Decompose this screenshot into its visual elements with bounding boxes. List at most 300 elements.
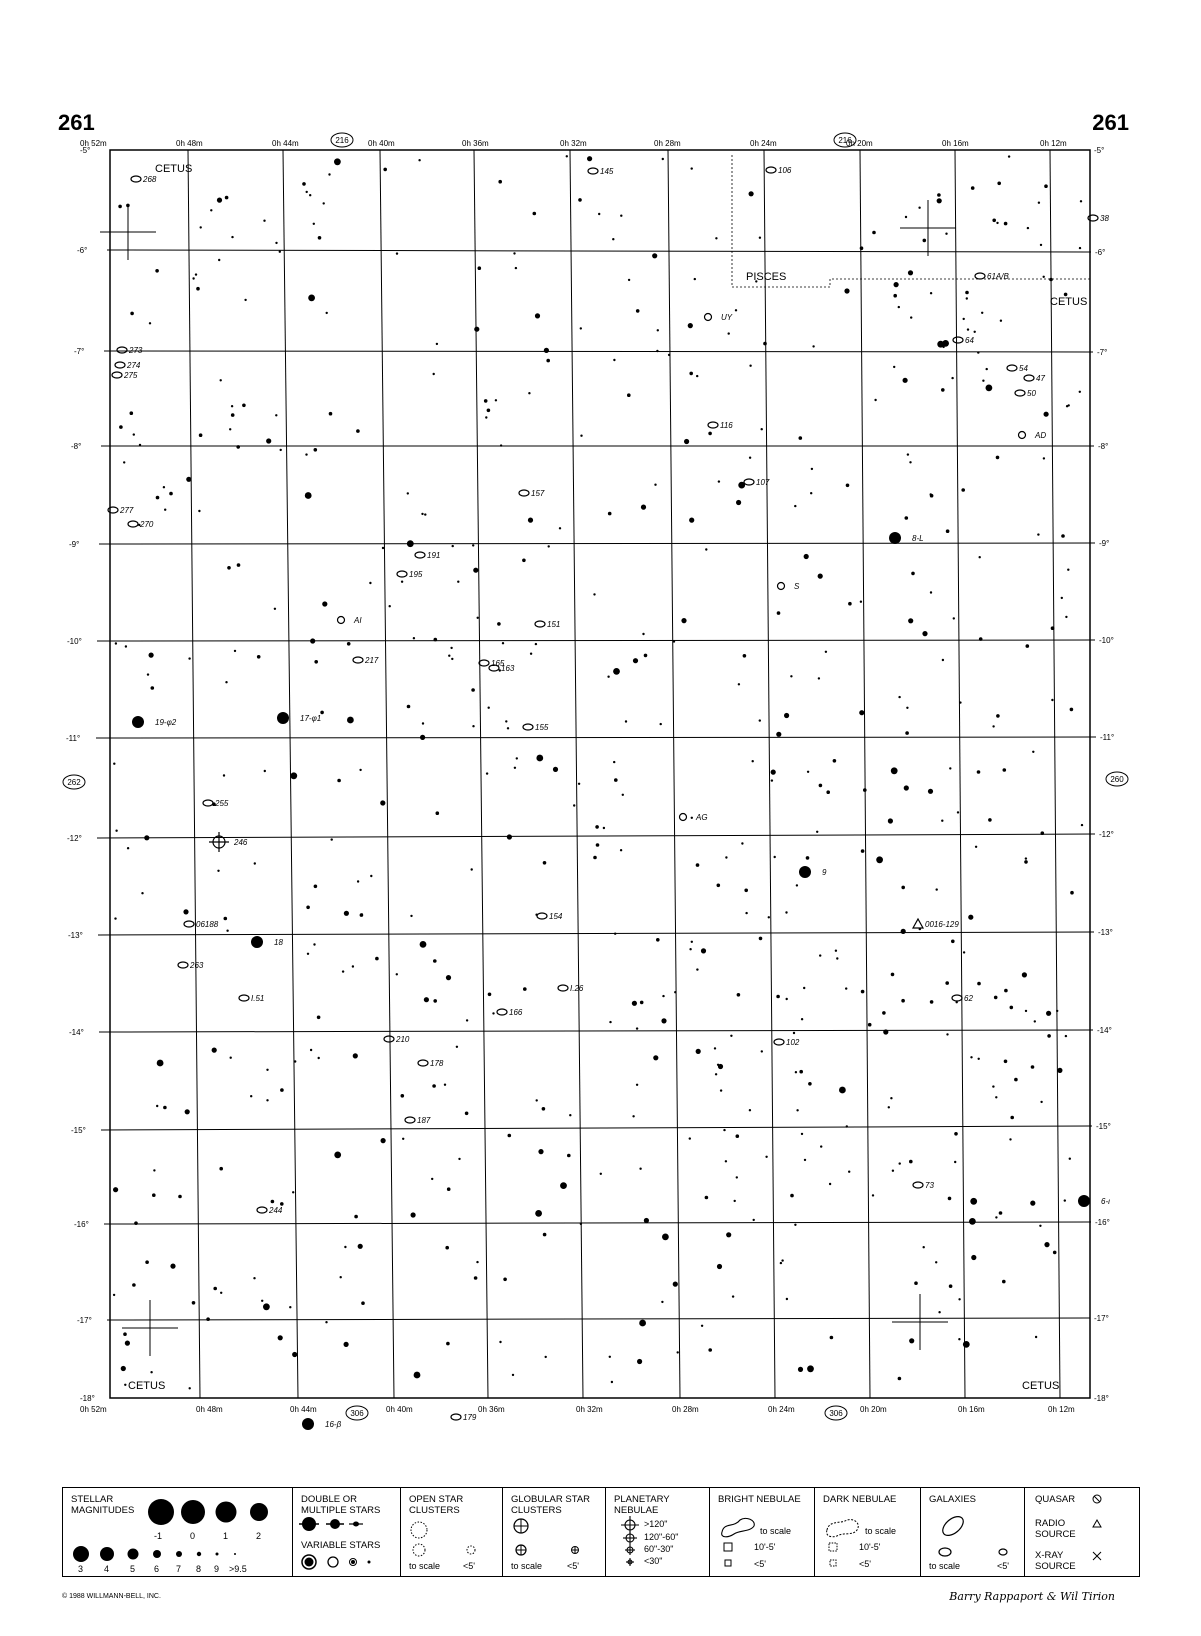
star bbox=[694, 278, 696, 280]
star bbox=[169, 492, 173, 496]
object-label: 165 bbox=[491, 659, 505, 668]
star bbox=[155, 269, 159, 273]
star bbox=[523, 987, 527, 991]
star bbox=[696, 863, 700, 867]
object-label: 54 bbox=[1019, 364, 1028, 373]
star bbox=[472, 544, 474, 546]
star bbox=[1010, 1116, 1014, 1120]
star bbox=[113, 1294, 115, 1296]
star bbox=[411, 1212, 416, 1217]
object-label: 0016-129 bbox=[925, 920, 959, 929]
star bbox=[730, 1035, 732, 1037]
star bbox=[608, 512, 612, 516]
star bbox=[909, 461, 911, 463]
star bbox=[156, 496, 160, 500]
adjacent-chart-number: 260 bbox=[1110, 775, 1124, 784]
legend-globular-clusters bbox=[503, 1488, 606, 1576]
star bbox=[432, 1084, 436, 1088]
star bbox=[1024, 860, 1028, 864]
star bbox=[898, 306, 900, 308]
star bbox=[323, 202, 325, 204]
star bbox=[942, 659, 944, 661]
star bbox=[1051, 626, 1055, 630]
star bbox=[981, 312, 983, 314]
pn-size: 60"-30" bbox=[644, 1544, 674, 1554]
star bbox=[612, 238, 614, 240]
star bbox=[603, 827, 605, 829]
star bbox=[358, 1244, 363, 1249]
star bbox=[119, 425, 123, 429]
star bbox=[967, 328, 969, 330]
ra-label-top: 0h 20m bbox=[846, 139, 873, 148]
star bbox=[959, 701, 961, 703]
mag-dot bbox=[73, 1546, 89, 1562]
star bbox=[725, 1160, 727, 1162]
star bbox=[292, 1352, 297, 1357]
galaxy-marker bbox=[112, 372, 122, 378]
object-label: 151 bbox=[547, 620, 561, 629]
adjacent-chart-number: 216 bbox=[335, 136, 349, 145]
chart-labels bbox=[63, 133, 1128, 1429]
bright-star bbox=[132, 716, 144, 728]
star bbox=[810, 492, 812, 494]
star bbox=[890, 1097, 892, 1099]
pn-size: >120" bbox=[644, 1519, 668, 1529]
legend bbox=[62, 1487, 1140, 1577]
star bbox=[200, 226, 202, 228]
star bbox=[353, 1053, 358, 1058]
star bbox=[370, 875, 372, 877]
star bbox=[761, 1050, 763, 1052]
object-label: 47 bbox=[1036, 374, 1045, 383]
star bbox=[1000, 320, 1002, 322]
star bbox=[786, 1298, 788, 1300]
star bbox=[662, 995, 664, 997]
object-label: 263 bbox=[190, 961, 204, 970]
star bbox=[628, 279, 630, 281]
star bbox=[153, 1169, 155, 1171]
object-label: 217 bbox=[365, 656, 379, 665]
star bbox=[614, 778, 618, 782]
dec-line bbox=[107, 250, 1091, 252]
star bbox=[774, 856, 776, 858]
star bbox=[652, 253, 657, 258]
star bbox=[859, 710, 864, 715]
star bbox=[1044, 1242, 1049, 1247]
star bbox=[134, 1221, 138, 1225]
star bbox=[478, 266, 482, 270]
star bbox=[741, 842, 743, 844]
star bbox=[674, 991, 676, 993]
star bbox=[844, 288, 849, 293]
dec-label-right: -10° bbox=[1099, 636, 1114, 645]
star bbox=[963, 318, 965, 320]
star bbox=[528, 392, 530, 394]
star bbox=[1022, 972, 1027, 977]
dec-line bbox=[104, 351, 1093, 352]
star bbox=[356, 429, 360, 433]
star bbox=[833, 759, 837, 763]
star bbox=[696, 1049, 701, 1054]
star bbox=[486, 772, 488, 774]
star bbox=[891, 767, 898, 774]
star bbox=[830, 1336, 834, 1340]
star bbox=[749, 365, 751, 367]
star bbox=[688, 323, 693, 328]
star bbox=[720, 1089, 722, 1091]
object-label: 102 bbox=[786, 1038, 800, 1047]
star bbox=[763, 342, 767, 346]
legend-dark-nebulae bbox=[815, 1488, 921, 1576]
star bbox=[781, 1259, 783, 1261]
star bbox=[796, 884, 798, 886]
star bbox=[736, 1134, 740, 1138]
star bbox=[798, 1367, 803, 1372]
variable-star-marker bbox=[1019, 432, 1026, 439]
galaxy-marker bbox=[203, 800, 213, 806]
dec-label-left: -12° bbox=[67, 834, 82, 843]
mag-dot bbox=[197, 1552, 201, 1556]
star bbox=[149, 322, 151, 324]
page-number-right: 261 bbox=[1092, 110, 1129, 135]
star bbox=[1079, 247, 1081, 249]
star bbox=[507, 834, 512, 839]
bright-star bbox=[302, 1418, 314, 1430]
star bbox=[1067, 569, 1069, 571]
star bbox=[681, 618, 686, 623]
star bbox=[433, 373, 435, 375]
star bbox=[768, 916, 770, 918]
legend-open-title: OPEN STAR CLUSTERS bbox=[409, 1494, 464, 1516]
galaxy-marker bbox=[913, 1182, 923, 1188]
star bbox=[946, 529, 950, 533]
object-label: AI bbox=[354, 616, 362, 625]
star bbox=[503, 1278, 507, 1282]
object-label: UY bbox=[721, 313, 733, 322]
star bbox=[326, 312, 328, 314]
star bbox=[536, 755, 543, 762]
ra-label-bottom: 0h 16m bbox=[958, 1405, 985, 1414]
mag-dot bbox=[216, 1553, 219, 1556]
star bbox=[596, 843, 600, 847]
ra-label-top: 0h 40m bbox=[368, 139, 395, 148]
star bbox=[825, 651, 827, 653]
star bbox=[958, 1338, 960, 1340]
star bbox=[220, 1292, 222, 1294]
star bbox=[637, 1359, 642, 1364]
star bbox=[157, 1060, 164, 1067]
star bbox=[1008, 155, 1010, 157]
star bbox=[780, 1262, 782, 1264]
star bbox=[930, 494, 934, 498]
star bbox=[533, 212, 537, 216]
star bbox=[715, 237, 717, 239]
star bbox=[701, 1325, 703, 1327]
star bbox=[790, 1194, 794, 1198]
crosshair-markers bbox=[100, 200, 956, 1356]
star bbox=[275, 242, 277, 244]
mag-label: >9.5 bbox=[229, 1564, 247, 1574]
object-label: 38 bbox=[1100, 214, 1109, 223]
star bbox=[660, 723, 662, 725]
galaxy-marker bbox=[239, 995, 249, 1001]
star bbox=[622, 794, 624, 796]
star bbox=[804, 554, 809, 559]
variable-star-marker bbox=[338, 617, 345, 624]
star bbox=[836, 957, 838, 959]
object-label: 163 bbox=[501, 664, 515, 673]
star bbox=[689, 518, 694, 523]
star bbox=[580, 435, 582, 437]
star bbox=[714, 1047, 716, 1049]
star bbox=[941, 388, 945, 392]
galaxy-marker bbox=[178, 962, 188, 968]
star bbox=[954, 1161, 956, 1163]
star-field bbox=[113, 155, 1083, 1389]
pn-size: <30" bbox=[644, 1556, 663, 1566]
star bbox=[613, 668, 620, 675]
object-label: 195 bbox=[409, 570, 423, 579]
dec-label-right: -16° bbox=[1095, 1218, 1110, 1227]
ra-label-top: 0h 52m bbox=[80, 139, 107, 148]
mag-label: 5 bbox=[130, 1564, 136, 1574]
star bbox=[673, 1282, 678, 1287]
star bbox=[314, 448, 318, 452]
star bbox=[266, 1099, 268, 1101]
star bbox=[689, 948, 691, 950]
star bbox=[447, 1187, 451, 1191]
galaxy-marker bbox=[766, 167, 776, 173]
star bbox=[744, 889, 748, 893]
star bbox=[846, 484, 850, 488]
object-label: 154 bbox=[549, 912, 563, 921]
ra-label-top: 0h 24m bbox=[750, 139, 777, 148]
star bbox=[424, 513, 426, 515]
star bbox=[530, 653, 532, 655]
star bbox=[1065, 1035, 1067, 1037]
star bbox=[1064, 1199, 1066, 1201]
star bbox=[115, 642, 117, 644]
star bbox=[1004, 989, 1008, 993]
star bbox=[904, 785, 909, 790]
star bbox=[145, 1260, 149, 1264]
star bbox=[593, 856, 597, 860]
star bbox=[369, 582, 371, 584]
star bbox=[898, 1377, 902, 1381]
star bbox=[708, 1348, 712, 1352]
star bbox=[799, 436, 803, 440]
star bbox=[420, 941, 427, 948]
star bbox=[935, 1261, 937, 1263]
galaxy-marker bbox=[497, 1009, 507, 1015]
star bbox=[1010, 1006, 1014, 1010]
mag-label: 7 bbox=[176, 1564, 182, 1574]
star bbox=[600, 1173, 602, 1175]
star bbox=[829, 1183, 831, 1185]
legend-to-scale: to scale bbox=[865, 1526, 897, 1536]
star bbox=[361, 913, 363, 915]
star bbox=[1038, 202, 1040, 204]
star bbox=[307, 953, 309, 955]
star bbox=[961, 488, 965, 492]
star bbox=[516, 757, 518, 759]
star bbox=[627, 393, 631, 397]
star bbox=[888, 1106, 890, 1108]
star bbox=[765, 1156, 767, 1158]
star bbox=[914, 1281, 918, 1285]
constellation-name: PISCES bbox=[746, 271, 787, 283]
ra-label-top: 0h 36m bbox=[462, 139, 489, 148]
star bbox=[499, 1341, 501, 1343]
star bbox=[905, 216, 907, 218]
star bbox=[639, 1168, 641, 1170]
ra-label-top: 0h 48m bbox=[176, 139, 203, 148]
star bbox=[839, 1087, 846, 1094]
object-label: 277 bbox=[120, 506, 134, 515]
star bbox=[130, 411, 134, 415]
star bbox=[1061, 597, 1063, 599]
star bbox=[673, 640, 675, 642]
bn-size: 10'-5' bbox=[754, 1542, 776, 1552]
legend-to-scale: to scale bbox=[929, 1561, 961, 1571]
star bbox=[431, 1178, 433, 1180]
star bbox=[220, 379, 222, 381]
star bbox=[229, 428, 231, 430]
star bbox=[905, 731, 909, 735]
ra-label-top: 0h 12m bbox=[1040, 139, 1067, 148]
star bbox=[514, 767, 516, 769]
star bbox=[1041, 831, 1045, 835]
legend-to-scale: to scale bbox=[409, 1561, 441, 1571]
star bbox=[1025, 1010, 1027, 1012]
star bbox=[436, 343, 438, 345]
star bbox=[192, 1301, 196, 1305]
star bbox=[141, 892, 143, 894]
object-label: 246 bbox=[234, 838, 248, 847]
legend-pn-title: PLANETARY NEBULAE bbox=[614, 1494, 670, 1516]
star bbox=[164, 509, 166, 511]
star bbox=[893, 294, 897, 298]
star bbox=[337, 779, 341, 783]
star bbox=[725, 856, 727, 858]
galaxy-marker bbox=[558, 985, 568, 991]
dec-label-left: -13° bbox=[68, 931, 83, 940]
star bbox=[923, 1246, 925, 1248]
dec-label-right: -6° bbox=[1095, 248, 1106, 257]
dec-label-right: -12° bbox=[1099, 830, 1114, 839]
star bbox=[1027, 227, 1029, 229]
coordinate-grid bbox=[96, 150, 1096, 1398]
dec-label-right: -8° bbox=[1098, 442, 1109, 451]
star bbox=[632, 1001, 637, 1006]
ra-label-bottom: 0h 48m bbox=[196, 1405, 223, 1414]
star bbox=[771, 770, 776, 775]
ra-line bbox=[1050, 150, 1060, 1398]
star bbox=[996, 222, 998, 224]
star bbox=[656, 938, 660, 942]
star bbox=[113, 763, 115, 765]
object-label: 61A/B bbox=[987, 272, 1009, 281]
star bbox=[953, 617, 955, 619]
star bbox=[513, 252, 515, 254]
star bbox=[127, 847, 129, 849]
star bbox=[691, 941, 693, 943]
legend-lt5: <5' bbox=[997, 1561, 1009, 1571]
star bbox=[999, 1211, 1003, 1215]
star bbox=[223, 774, 225, 776]
galaxy-marker bbox=[117, 347, 127, 353]
star bbox=[689, 372, 693, 376]
star bbox=[726, 1232, 731, 1237]
ra-label-bottom: 0h 32m bbox=[576, 1405, 603, 1414]
mag-dot bbox=[176, 1551, 182, 1557]
galaxy-marker bbox=[418, 1060, 428, 1066]
star bbox=[186, 477, 191, 482]
constellation-name: CETUS bbox=[155, 163, 193, 175]
star bbox=[636, 1027, 638, 1029]
object-label: 19-φ2 bbox=[155, 718, 177, 727]
star bbox=[979, 556, 981, 558]
star bbox=[970, 1198, 977, 1205]
star bbox=[123, 461, 125, 463]
star bbox=[1056, 1010, 1058, 1012]
object-label: 178 bbox=[430, 1059, 444, 1068]
author-credit: Barry Rappaport & Wil Tirion bbox=[949, 1590, 1115, 1603]
dec-line bbox=[96, 737, 1096, 738]
galaxy-marker bbox=[397, 571, 407, 577]
galaxy-marker bbox=[405, 1117, 415, 1123]
star bbox=[217, 870, 219, 872]
star bbox=[945, 233, 947, 235]
star bbox=[790, 675, 792, 677]
star bbox=[433, 999, 437, 1003]
star bbox=[507, 727, 509, 729]
star bbox=[1053, 1251, 1057, 1255]
star bbox=[930, 292, 932, 294]
star bbox=[963, 1341, 970, 1348]
ra-label-top: 0h 44m bbox=[272, 139, 299, 148]
star bbox=[1049, 278, 1053, 282]
star bbox=[974, 331, 976, 333]
star bbox=[133, 433, 135, 435]
star bbox=[305, 453, 307, 455]
star bbox=[422, 722, 424, 724]
star bbox=[598, 213, 600, 215]
star bbox=[1069, 1158, 1071, 1160]
star bbox=[149, 653, 154, 658]
star bbox=[152, 1193, 156, 1197]
mag-dot bbox=[181, 1500, 205, 1524]
star bbox=[749, 457, 751, 459]
star bbox=[1044, 412, 1049, 417]
star bbox=[696, 375, 698, 377]
star bbox=[560, 1182, 567, 1189]
star bbox=[860, 246, 864, 250]
star bbox=[718, 1064, 723, 1069]
star bbox=[433, 959, 437, 963]
constellation-name: CETUS bbox=[1050, 296, 1088, 308]
star bbox=[553, 767, 558, 772]
galaxy-marker bbox=[479, 660, 489, 666]
star bbox=[210, 209, 212, 211]
star bbox=[1039, 1225, 1041, 1227]
star bbox=[625, 720, 627, 722]
star bbox=[231, 236, 233, 238]
adjacent-chart-number: 306 bbox=[829, 1409, 843, 1418]
star bbox=[344, 911, 349, 916]
galaxy-marker bbox=[523, 724, 533, 730]
object-label: 157 bbox=[531, 489, 545, 498]
